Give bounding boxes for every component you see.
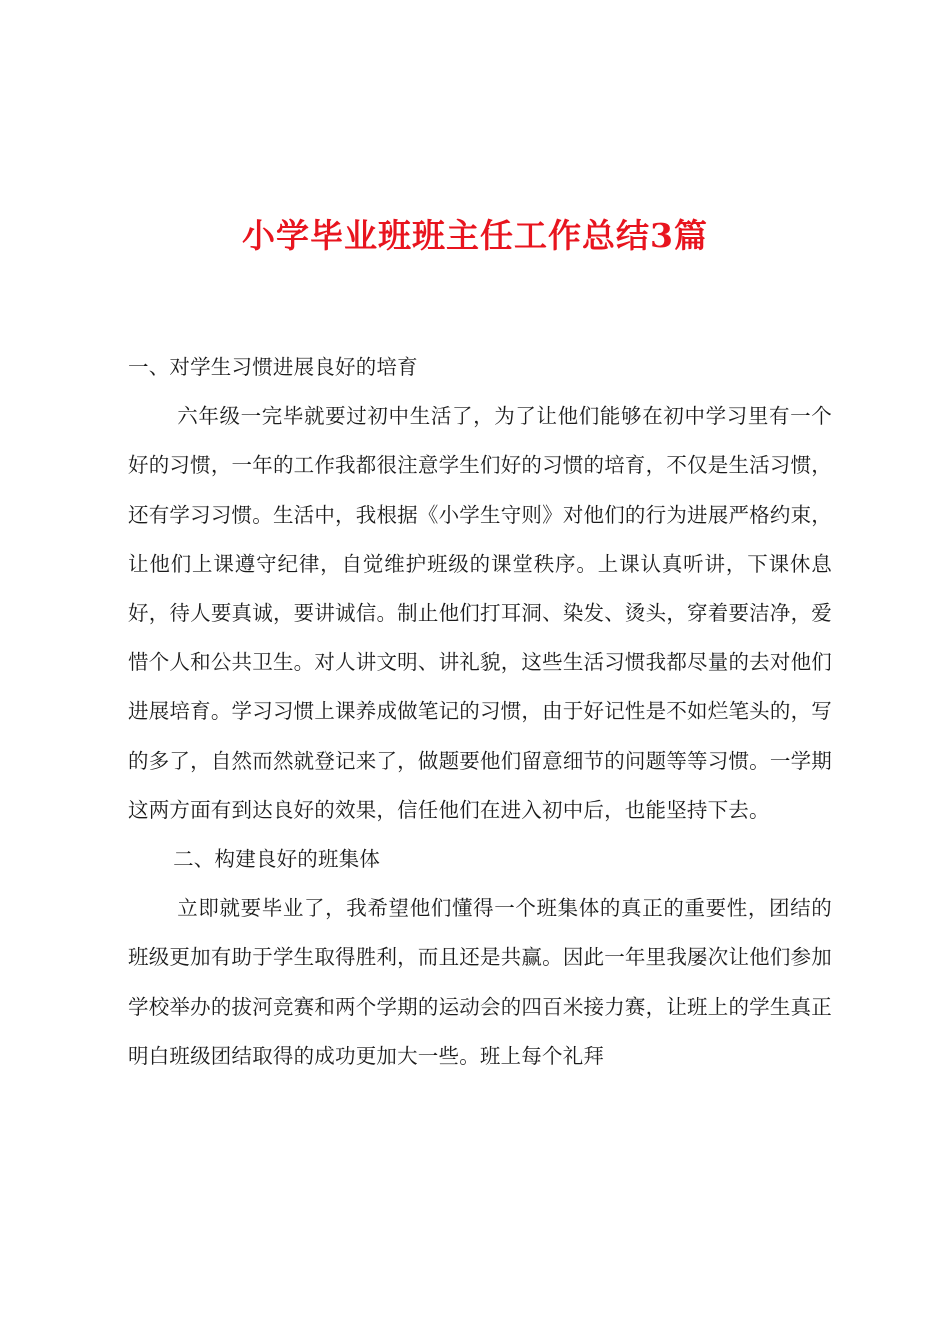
section-heading: 一、对学生习惯进展良好的培育 bbox=[128, 355, 418, 379]
document-body bbox=[128, 343, 832, 1081]
section-paragraph: 立即就要毕业了，我希望他们懂得一个班集体的真正的重要性，团结的班级更加有助于学生取得胜利，而且还是共赢。因此一年里我屡次让他们参加学校举办的拔河竞赛和两个学期的运动会的四百米接力赛，让班上的学生真正明白班级团结取得的成功更加大一些。班上每个礼拜 bbox=[128, 896, 832, 1068]
document-title: 小学毕业班班主任工作总结3篇 bbox=[242, 216, 708, 255]
section-heading: 二、构建良好的班集体 bbox=[173, 847, 381, 872]
section-paragraph: 六年级一完毕就要过初中生活了，为了让他们能够在初中学习里有一个好的习惯，一年的工作我都很注意学生们好的习惯的培育，不仅是生活习惯，还有学习习惯。生活中，我根据《小学生守则》对他们的行为进展严格约束，让他们上课遵守纪律，自觉维护班级的课堂秩序。上课认真听讲，下课休息好，待人要真诚，要讲诚信。制止他们打耳洞、染发、烫头，穿着要洁净，爱惜个人和公共卫生。对人讲文明、讲礼貌，这些生活习惯我都尽量的去对他们进展培育。学习习惯上课养成做笔记的习惯，由于好记性是不如烂笔头的，写的多了，自然而然就登记来了，做题要他们留意细节的问题等等习惯。一学期这两方面有到达良好的效果，信任他们在进入初中后，也能坚持下去。 bbox=[128, 404, 832, 822]
